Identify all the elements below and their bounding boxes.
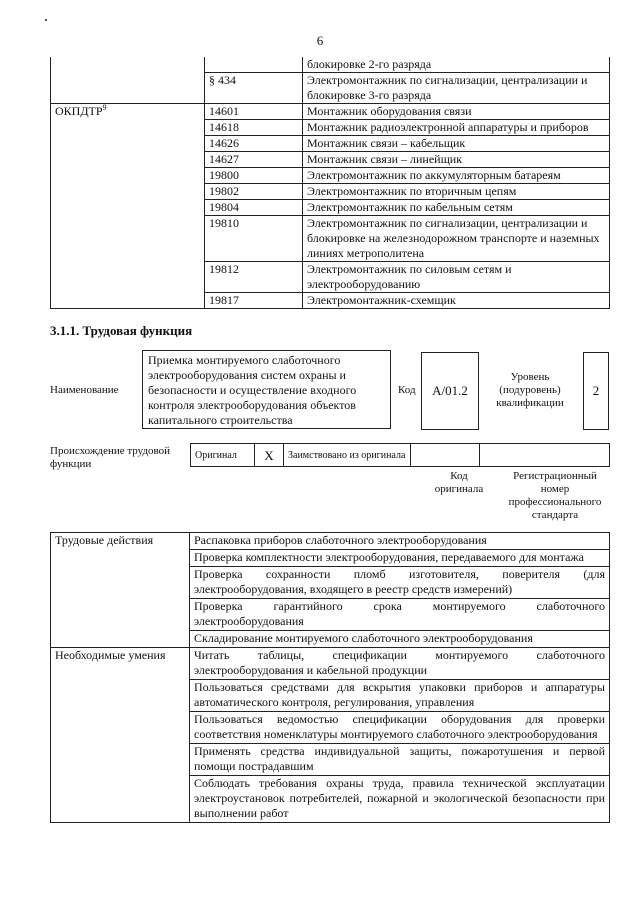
classification-name: Монтажник связи – кабельщик [303,136,610,152]
labor-action-item: Складирование монтируемого слаботочного электрооборудования [190,631,610,648]
classification-code: 19812 [205,262,303,293]
level-box: 2 [583,352,609,430]
reg-number-cell [480,444,610,467]
classification-name: Электромонтажник по аккумуляторным батареям [303,168,610,184]
borrowed-label: Заимствовано из оригинала [284,444,411,467]
classification-group-cell [51,216,205,262]
name-label: Наименование [50,384,119,396]
classification-row [51,216,610,262]
labor-action-label: Трудовые действия [51,533,190,648]
required-skill-label: Необходимые умения [51,648,190,823]
classification-group-cell [51,136,205,152]
classification-group-cell [51,73,205,104]
classification-row [51,120,610,136]
labor-action-item: Распаковка приборов слаботочного электрооборудования [190,533,610,550]
classification-row [51,57,610,73]
classification-row [51,262,610,293]
code-label: Код [398,384,416,396]
classification-code: § 434 [205,73,303,104]
classification-row [51,184,610,200]
classification-name: Электромонтажник по сигнализации, централизации и блокировке на железнодорожном транспорте и наземных линиях метрополитена [303,216,610,262]
classification-name: Электромонтажник-схемщик [303,293,610,309]
original-code-cell [411,444,480,467]
classification-name: Монтажник связи – линейщик [303,152,610,168]
classification-name: Монтажник радиоэлектронной аппаратуры и приборов [303,120,610,136]
origin-table [190,443,610,467]
classification-row [51,136,610,152]
classification-group-cell [51,57,205,73]
classification-name: Электромонтажник по сигнализации, централизации и блокировке 3-го разряда [303,73,610,104]
classification-name: Монтажник оборудования связи [303,104,610,120]
classification-code: 19804 [205,200,303,216]
labor-action-item: Проверка комплектности электрооборудования, передаваемого для монтажа [190,550,610,567]
classification-group-cell [51,120,205,136]
scan-speck [45,19,47,21]
page-number: 6 [316,33,324,48]
classification-name: Электромонтажник по вторичным цепям [303,184,610,200]
classification-row [51,152,610,168]
classification-name: Электромонтажник по кабельным сетям [303,200,610,216]
classification-group-cell [51,184,205,200]
labor-action-item: Проверка гарантийного срока монтируемого слаботочного электрооборудования [190,599,610,631]
required-skill-item: Применять средства индивидуальной защиты, пожаротушения и первой помощи пострадавшим [190,744,610,776]
classification-row [51,104,610,120]
duties-table [50,532,610,823]
required-skill-row [51,648,610,680]
classification-code: 19802 [205,184,303,200]
classification-code: 14618 [205,120,303,136]
classification-code [205,57,303,73]
classification-code: 14627 [205,152,303,168]
function-name-box: Приемка монтируемого слаботочного электрооборудования систем охраны и безопасности и осуществление входного контроля электрооборудования объектов капитального строительства [142,350,391,429]
classification-name: блокировке 2-го разряда [303,57,610,73]
classification-group-cell [51,293,205,309]
section-title: 3.1.1. Трудовая функция [50,323,193,338]
required-skill-item: Пользоваться ведомостью спецификации оборудования для проверки соответствия номенклатуры монтируемого слаботочного электрооборудования [190,712,610,744]
classification-row [51,73,610,104]
classification-code: 19817 [205,293,303,309]
original-label: Оригинал [191,444,255,467]
required-skill-item: Читать таблицы, спецификации монтируемого слаботочного электрооборудования и кабельной продукции [190,648,610,680]
classification-name: Электромонтажник по силовым сетям и электрооборудованию [303,262,610,293]
function-code-box: A/01.2 [421,352,479,430]
labor-action-item: Проверка сохранности пломб изготовителя, поверителя (для электрооборудования, входящего в реестр средств измерений) [190,567,610,599]
classification-code: 14601 [205,104,303,120]
code-caption: Код оригинала [434,470,484,495]
origin-label: Происхождение трудовой функции [50,445,171,470]
classification-code: 14626 [205,136,303,152]
classification-code: 19810 [205,216,303,262]
classification-group-cell [51,262,205,293]
classification-code: 19800 [205,168,303,184]
footnote-marker: 9 [102,103,107,112]
classification-group: ОКПДТР [55,104,103,118]
required-skill-item: Соблюдать требования охраны труда, правила технической эксплуатации электроустановок потребителей, пожарной и экологической безопасности при выполнении работ [190,776,610,823]
classification-group-cell [51,168,205,184]
classification-table [50,57,610,309]
reg-caption: Регистрационный номер профессионального стандарта [508,470,602,521]
level-label: Уровень (подуровень) квалификации [496,371,564,409]
classification-group-cell [51,152,205,168]
classification-group-cell [51,200,205,216]
original-mark: X [255,444,284,467]
classification-row [51,168,610,184]
required-skill-item: Пользоваться средствами для вскрытия упаковки приборов и аппаратуры автоматического контроля, регулирования, управления [190,680,610,712]
classification-group-cell [51,104,205,120]
classification-row [51,293,610,309]
classification-row [51,200,610,216]
labor-action-row [51,533,610,550]
